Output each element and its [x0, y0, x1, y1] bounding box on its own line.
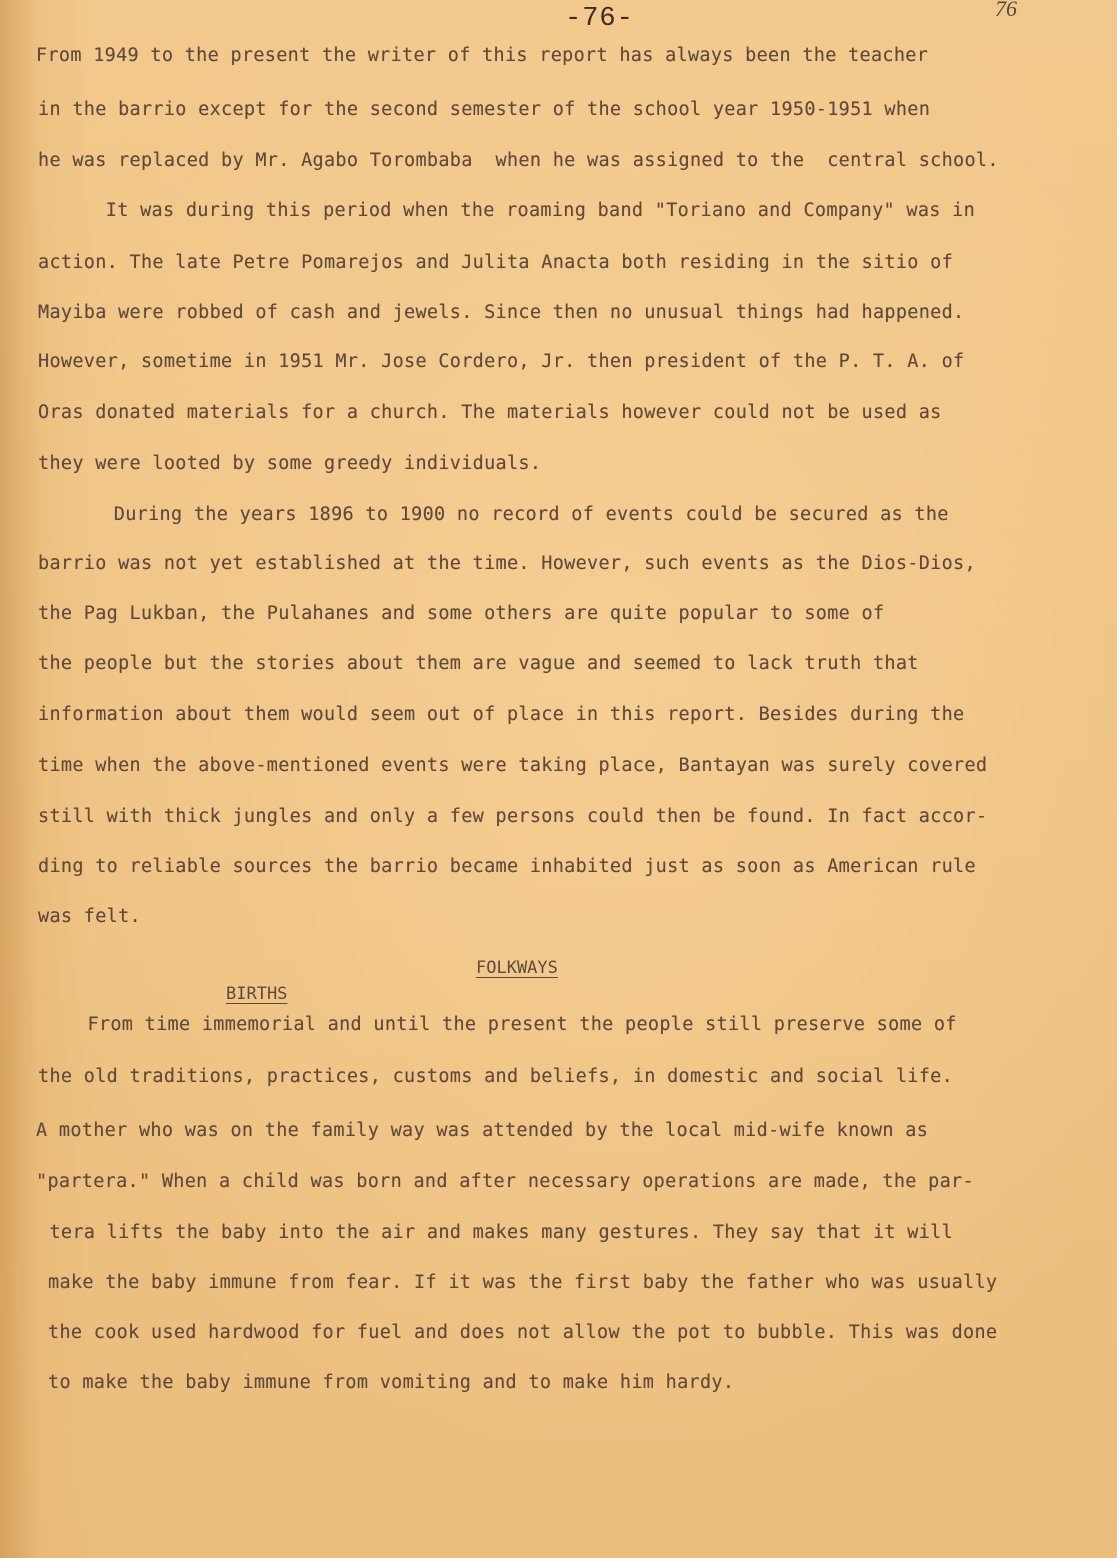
text-line-1: From 1949 to the present the writer of this report has always been the teacher: [36, 45, 929, 66]
text-line-21: A mother who was on the family way was attended by the local mid-wife known as: [36, 1120, 929, 1141]
text-line-10: During the years 1896 to 1900 no record of events could be secured as the: [68, 504, 949, 525]
text-line-6: Mayiba were robbed of cash and jewels. Since then no unusual things had happened.: [38, 302, 965, 323]
text-line-19: From time immemorial and until the present the people still preserve some of: [76, 1014, 957, 1035]
text-line-20: the old traditions, practices, customs and beliefs, in domestic and social life.: [38, 1066, 954, 1087]
text-line-2: in the barrio except for the second semester of the school year 1950-1951 when: [38, 99, 931, 120]
text-line-22: "partera." When a child was born and after necessary operations are made, the par-: [36, 1171, 974, 1192]
text-line-12: the Pag Lukban, the Pulahanes and some others are quite popular to some of: [38, 603, 885, 624]
text-line-24: make the baby immune from fear. If it was the first baby the father who was usually: [48, 1272, 998, 1293]
handwritten-page-mark: 76: [995, 0, 1017, 21]
text-line-17: ding to reliable sources the barrio became inhabited just as soon as American rule: [38, 856, 976, 877]
text-line-7: However, sometime in 1951 Mr. Jose Cordero, Jr. then president of the P. T. A. of: [38, 351, 965, 372]
text-line-8: Oras donated materials for a church. The materials however could not be used as: [38, 402, 942, 423]
text-line-5: action. The late Petre Pomarejos and Julita Anacta both residing in the sitio of: [38, 252, 954, 273]
section-heading-folkways: FOLKWAYS: [476, 958, 558, 978]
text-line-25: the cook used hardwood for fuel and does not allow the pot to bubble. This was done: [48, 1322, 998, 1343]
text-line-11: barrio was not yet established at the time. However, such events as the Dios-Dios,: [38, 553, 976, 574]
text-line-4: It was during this period when the roaming band "Toriano and Company" was in: [60, 200, 976, 221]
text-line-3: he was replaced by Mr. Agabo Torombaba when he was assigned to the central school.: [38, 150, 999, 171]
text-line-15: time when the above-mentioned events were taking place, Bantayan was surely covered: [38, 755, 988, 776]
text-line-18: was felt.: [38, 906, 141, 927]
text-line-26: to make the baby immune from vomiting and to make him hardy.: [48, 1372, 735, 1393]
text-line-23: tera lifts the baby into the air and makes many gestures. They say that it will: [38, 1222, 954, 1243]
page-number: -76-: [565, 4, 634, 34]
text-line-13: the people but the stories about them are vague and seemed to lack truth that: [38, 653, 919, 674]
text-line-16: still with thick jungles and only a few persons could then be found. In fact accor-: [38, 806, 988, 827]
subsection-heading-births: BIRTHS: [226, 984, 288, 1004]
text-line-14: information about them would seem out of place in this report. Besides during the: [38, 704, 965, 725]
text-line-9: they were looted by some greedy individuals.: [38, 453, 542, 474]
